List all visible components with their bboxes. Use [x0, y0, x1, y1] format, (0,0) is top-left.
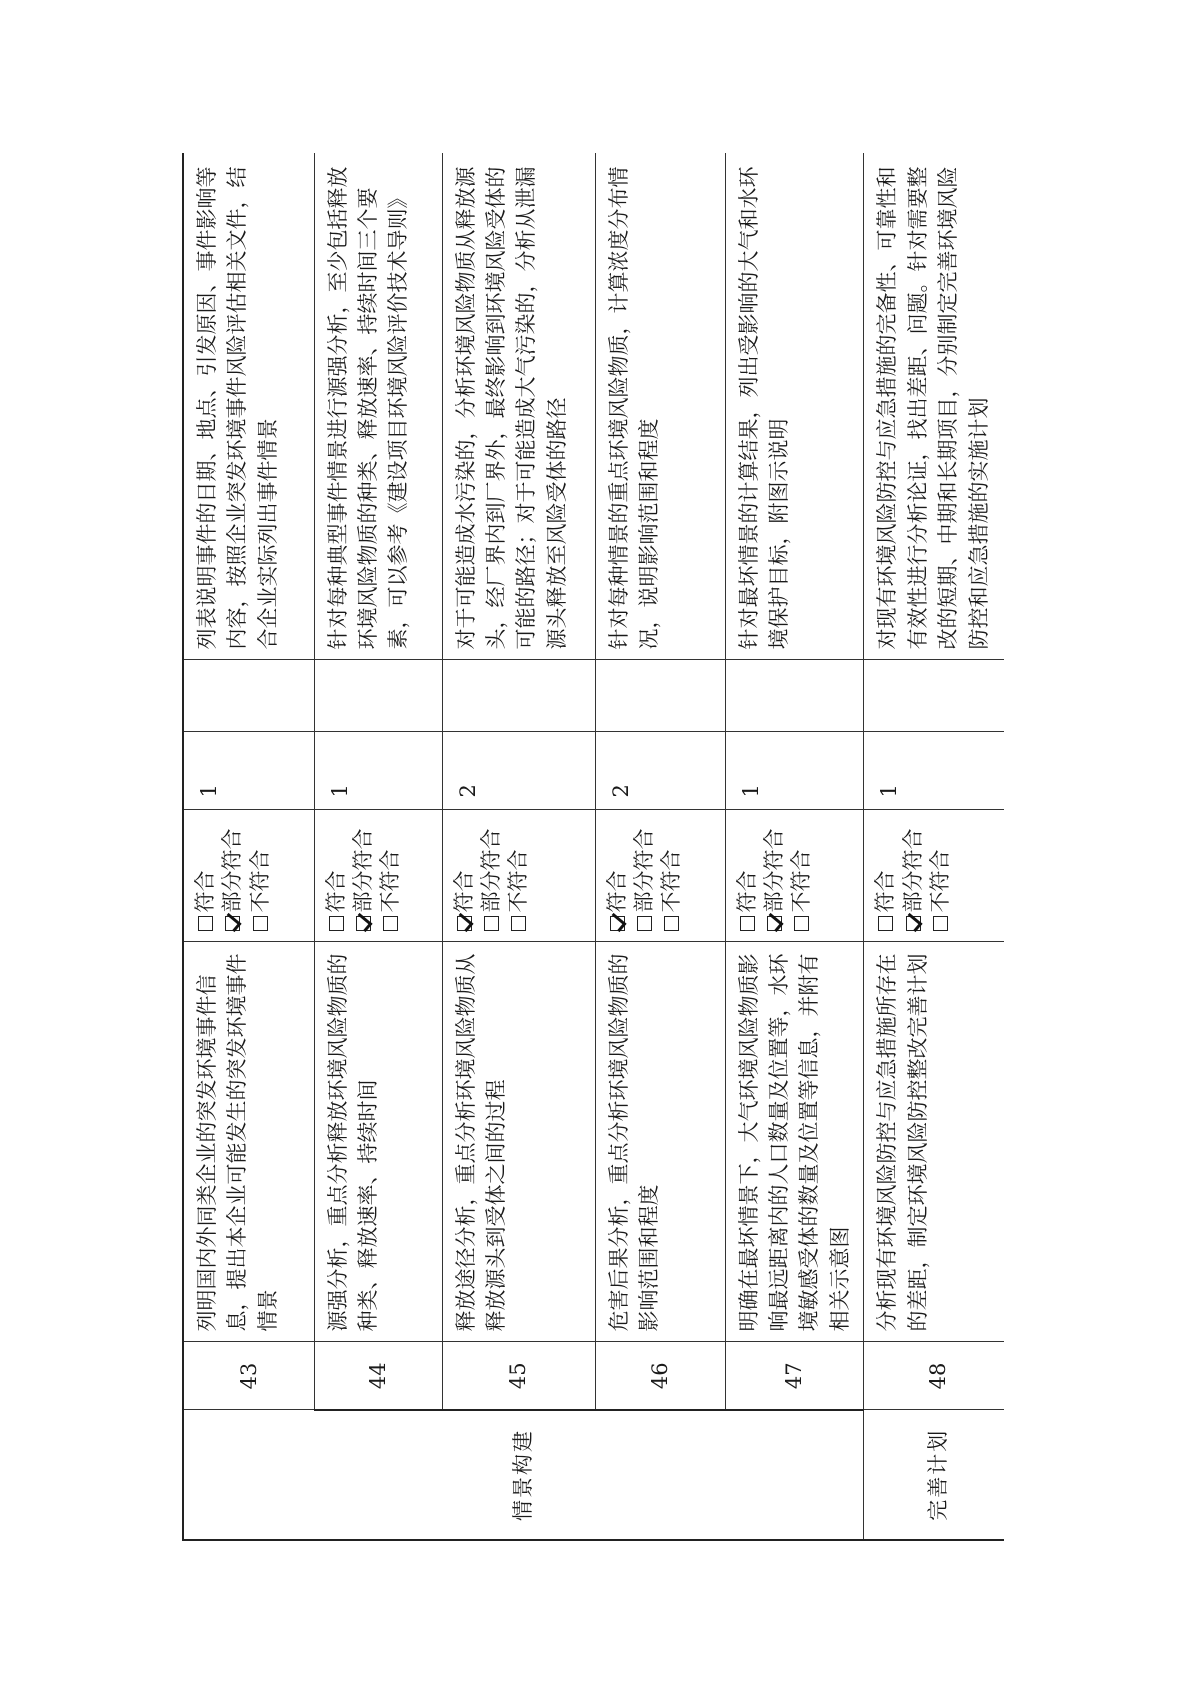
compliance-options [864, 810, 1004, 942]
table-row [442, 153, 595, 1540]
checkbox-icon[interactable] [253, 917, 268, 932]
table-body [183, 153, 1004, 1540]
note-cell [595, 660, 725, 732]
option-label: 部分符合 [900, 828, 925, 913]
compliance-options [725, 810, 864, 942]
note-cell [314, 660, 442, 732]
item-number: 44 [314, 1342, 442, 1410]
option-label: 不符合 [927, 849, 952, 913]
option-label: 符合 [193, 870, 217, 913]
compliance-options [314, 810, 442, 942]
option-label: 部分符合 [350, 828, 375, 913]
compliance-option[interactable] [900, 821, 927, 932]
item-number: 47 [725, 1342, 864, 1410]
check-content: 分析现有环境风险防控与应急措施所存在的差距，制定环境风险防控整改完善计划 [864, 942, 1004, 1342]
option-label: 符合 [604, 870, 629, 913]
category-cell: 情景构建 [183, 1410, 864, 1540]
option-label: 不符合 [659, 849, 684, 913]
check-content: 释放途径分析，重点分析环境风险物质从释放源头到受体之间的过程 [442, 942, 595, 1342]
compliance-option[interactable] [478, 821, 505, 932]
option-label: 部分符合 [478, 828, 503, 913]
compliance-options [183, 810, 314, 942]
checkbox-icon[interactable] [484, 917, 499, 932]
checked-checkbox-icon[interactable] [767, 917, 782, 932]
item-number: 48 [864, 1342, 1004, 1410]
requirement-cell: 针对每种典型事件情景进行源强分析，至少包括释放环境风险物质的种类、释放速率、持续时间三个要素，可以参考《建设项目环境风险评价技术导则》 [314, 153, 442, 660]
score-cell: 1 [725, 732, 864, 810]
checked-checkbox-icon[interactable] [906, 917, 921, 932]
compliance-option[interactable] [734, 821, 761, 932]
compliance-options [442, 810, 595, 942]
note-cell [183, 660, 314, 732]
check-content: 危害后果分析，重点分析环境风险物质的影响范围和程度 [595, 942, 725, 1342]
checked-checkbox-icon[interactable] [225, 917, 240, 932]
option-label: 符合 [451, 870, 476, 913]
requirement-cell: 对现有环境风险防控与应急措施的完备性、可靠性和有效性进行分析论证，找出差距、问题。针对需要整改的短期、中期和长期项目，分别制定完善环境风险防控和应急措施的实施计划 [864, 153, 1004, 660]
checked-checkbox-icon[interactable] [457, 917, 472, 932]
checkbox-icon[interactable] [664, 917, 679, 932]
compliance-option[interactable] [658, 821, 685, 932]
checkbox-icon[interactable] [740, 917, 755, 932]
compliance-option[interactable] [192, 821, 219, 932]
check-content: 源强分析，重点分析释放环境风险物质的种类、释放速率、持续时间 [314, 942, 442, 1342]
item-number: 43 [183, 1342, 314, 1410]
category-cell: 完善计划 [864, 1410, 1004, 1540]
table-row [725, 153, 864, 1540]
compliance-option[interactable] [350, 821, 377, 932]
check-content: 明确在最坏情景下，大气环境风险物质影响最远距离内的人口数量及位置等，水环境敏感受体的数量及位置等信息，并附有相关示意图 [725, 942, 864, 1342]
requirement-cell: 针对最坏情景的计算结果，列出受影响的大气和水环境保护目标，附图示说明 [725, 153, 864, 660]
checked-checkbox-icon[interactable] [356, 917, 371, 932]
compliance-option[interactable] [761, 821, 788, 932]
score-cell: 2 [595, 732, 725, 810]
note-cell [442, 660, 595, 732]
compliance-option[interactable] [451, 821, 478, 932]
checkbox-icon[interactable] [794, 917, 809, 932]
option-label: 部分符合 [220, 828, 245, 913]
option-label: 不符合 [378, 849, 403, 913]
table-row [595, 153, 725, 1540]
note-cell [864, 660, 1004, 732]
note-cell [725, 660, 864, 732]
option-label: 不符合 [506, 849, 531, 913]
compliance-option[interactable] [872, 821, 899, 932]
check-content: 列明国内外同类企业的突发环境事件信息，提出本企业可能发生的突发环境事件情景 [183, 942, 314, 1342]
option-label: 不符合 [789, 849, 814, 913]
requirement-cell: 列表说明事件的日期、地点、引发原因、事件影响等内容，按照企业突发环境事件风险评估相关文件，结合企业实际列出事件情景 [183, 153, 314, 660]
compliance-option[interactable] [219, 821, 246, 932]
checkbox-icon[interactable] [933, 917, 948, 932]
compliance-options [595, 810, 725, 942]
item-number: 46 [595, 1342, 725, 1410]
score-cell: 1 [183, 732, 314, 810]
checkbox-icon[interactable] [198, 917, 213, 932]
requirement-cell: 针对每种情景的重点环境风险物质，计算浓度分布情况，说明影响范围和程度 [595, 153, 725, 660]
page-frame [182, 153, 1004, 1541]
checkbox-icon[interactable] [329, 917, 344, 932]
option-label: 部分符合 [631, 828, 656, 913]
compliance-option[interactable] [377, 821, 404, 932]
option-label: 符合 [323, 870, 348, 913]
checkbox-icon[interactable] [637, 917, 652, 932]
checkbox-icon[interactable] [383, 917, 398, 932]
table-row [183, 153, 314, 1540]
checkbox-icon[interactable] [878, 917, 893, 932]
option-label: 不符合 [247, 849, 272, 913]
item-number: 45 [442, 1342, 595, 1410]
score-cell: 1 [314, 732, 442, 810]
table-row [864, 153, 1004, 1540]
inspection-table [182, 153, 1004, 1541]
table-row [314, 153, 442, 1540]
compliance-option[interactable] [505, 821, 532, 932]
option-label: 部分符合 [761, 828, 786, 913]
compliance-option[interactable] [631, 821, 658, 932]
requirement-cell: 对于可能造成水污染的，分析环境风险物质从释放源头，经厂界内到厂界外，最终影响到环境风险受体的可能的路径；对于可能造成大气污染的，分析从泄漏源头释放至风险受体的路径 [442, 153, 595, 660]
compliance-option[interactable] [323, 821, 350, 932]
score-cell: 2 [442, 732, 595, 810]
checked-checkbox-icon[interactable] [610, 917, 625, 932]
option-label: 符合 [734, 870, 759, 913]
compliance-option[interactable] [927, 821, 954, 932]
rotated-table-wrapper [182, 153, 1004, 1541]
compliance-option[interactable] [247, 821, 274, 932]
score-cell: 1 [864, 732, 1004, 810]
compliance-option[interactable] [788, 821, 815, 932]
option-label: 符合 [873, 870, 898, 913]
checkbox-icon[interactable] [511, 917, 526, 932]
compliance-option[interactable] [604, 821, 631, 932]
